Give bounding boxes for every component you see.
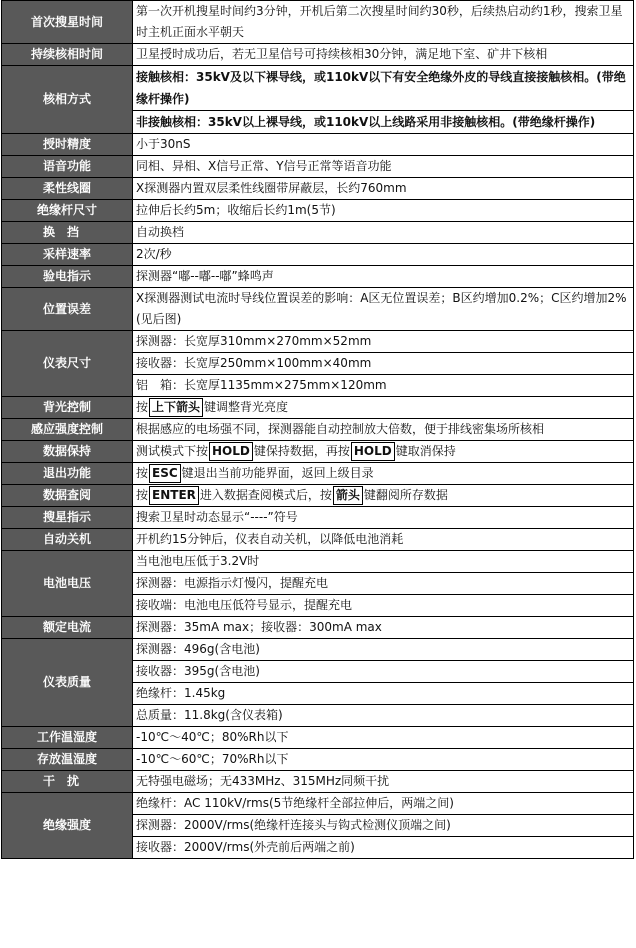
value-text: 键翻阅所存数据 [363,488,448,502]
row-label: 语音功能 [2,156,133,178]
value-text: 按 [136,400,149,414]
row-label: 授时精度 [2,134,133,156]
row-value: 第一次开机搜星时间约3分钟，开机后第二次搜星时间约30秒，后续热启动约1秒，搜索卫星时主机正面水平朝天 [133,1,634,44]
row-label: 退出功能 [2,463,133,485]
row-data-hold [2,441,634,463]
hold-key-label: HOLD [351,442,395,461]
row-label: 绝缘杆尺寸 [2,200,133,222]
value-text: 按 [136,488,149,502]
row-value [133,397,634,419]
row-value: 接收器：395g(含电池) [133,661,634,683]
row-flexible-coil [2,178,634,200]
row-value: 探测器：35mA max；接收器：300mA max [133,617,634,639]
hold-key-label: HOLD [209,442,253,461]
row-voltage-indication [2,266,634,288]
row-label: 首次搜星时间 [2,1,133,44]
row-exit-function [2,463,634,485]
row-label: 存放温湿度 [2,749,133,771]
row-value: 卫星授时成功后，若无卫星信号可持续核相30分钟，满足地下室、矿井下核相 [133,44,634,66]
value-text: 进入数据查阅模式后，按 [199,488,332,502]
row-value: X探测器内置双层柔性线圈带屏蔽层，长约760mm [133,178,634,200]
row-value: 绝缘杆：AC 110kV/rms(5节绝缘杆全部拉伸后，两端之间) [133,793,634,815]
row-rated-current [2,617,634,639]
row-continuous-phasing-time [2,44,634,66]
row-value: 拉伸后长约5m；收缩后长约1m(5节) [133,200,634,222]
row-label: 工作温湿度 [2,727,133,749]
row-value: 2次/秒 [133,244,634,266]
row-value: 自动换档 [133,222,634,244]
row-value [133,485,634,507]
arrow-key-label: 箭头 [333,486,363,505]
row-label: 柔性线圈 [2,178,133,200]
row-label: 数据查阅 [2,485,133,507]
row-value: 同相、异相、X信号正常、Y信号正常等语音功能 [133,156,634,178]
row-value: 探测器：电源指示灯慢闪，提醒充电 [133,573,634,595]
row-value: 探测器：2000V/rms(绝缘杆连接头与钩式检测仪顶端之间) [133,815,634,837]
row-value: 铝 箱：长宽厚1135mm×275mm×120mm [133,375,634,397]
arrow-key-label: 上下箭头 [149,398,203,417]
row-label: 感应强度控制 [2,419,133,441]
value-text: 键保持数据，再按 [253,444,350,458]
row-value: 开机约15分钟后，仪表自动关机，以降低电池消耗 [133,529,634,551]
row-label: 核相方式 [2,66,133,134]
row-value: -10℃～40℃；80%Rh以下 [133,727,634,749]
row-value: 无特强电磁场；无433MHz、315MHz同频干扰 [133,771,634,793]
row-value: 小于30nS [133,134,634,156]
row-value: X探测器测试电流时导线位置误差的影响：A区无位置误差；B区约增加0.2%；C区约增加2%(见后图) [133,288,634,331]
row-timing-accuracy [2,134,634,156]
spec-table [1,0,634,859]
row-value [133,463,634,485]
row-first-search-time [2,1,634,44]
row-value: 总质量：11.8kg(含仪表箱) [133,705,634,727]
row-value: 接收器：2000V/rms(外壳前后两端之前) [133,837,634,859]
row-value: -10℃～60℃；70%Rh以下 [133,749,634,771]
row-auto-shutdown [2,529,634,551]
value-text: 按 [136,466,149,480]
row-value: 根据感应的电场强不同，探测器能自动控制放大倍数，便于排线密集场所核相 [133,419,634,441]
row-label: 绝缘强度 [2,793,133,859]
row-insulation-strength [2,793,634,815]
row-storage-temp-humidity [2,749,634,771]
row-value: 接收器：长宽厚250mm×100mm×40mm [133,353,634,375]
row-value: 接触核相：35kV及以下裸导线，或110kV以下有安全绝缘外皮的导线直接接触核相。(带绝缘杆操作) [133,66,634,111]
value-text: 键调整背光亮度 [204,400,289,414]
row-label: 背光控制 [2,397,133,419]
row-value: 当电池电压低于3.2V时 [133,551,634,573]
row-value [133,441,634,463]
row-sampling-rate [2,244,634,266]
row-phasing-method [2,66,634,111]
row-instrument-weight [2,639,634,661]
row-value: 非接触核相：35kV以上裸导线，或110kV以上线路采用非接触核相。(带绝缘杆操作) [133,111,634,134]
row-value: 绝缘杆：1.45kg [133,683,634,705]
row-label: 采样速率 [2,244,133,266]
row-value: 接收端：电池电压低符号显示，提醒充电 [133,595,634,617]
value-text: 键取消保持 [395,444,456,458]
row-backlight-control [2,397,634,419]
row-label: 换挡 [2,222,133,244]
row-label: 仪表尺寸 [2,331,133,397]
row-search-indication [2,507,634,529]
row-interference [2,771,634,793]
row-label: 电池电压 [2,551,133,617]
esc-key-label: ESC [149,464,181,483]
row-label: 数据保持 [2,441,133,463]
row-label: 干扰 [2,771,133,793]
row-position-error [2,288,634,331]
row-battery-voltage [2,551,634,573]
row-operating-temp-humidity [2,727,634,749]
row-label: 持续核相时间 [2,44,133,66]
value-text: 测试模式下按 [136,444,209,458]
row-label: 位置误差 [2,288,133,331]
row-voice-function [2,156,634,178]
row-label: 自动关机 [2,529,133,551]
value-text: 键退出当前功能界面，返回上级目录 [181,466,374,480]
row-label: 额定电流 [2,617,133,639]
row-instrument-size [2,331,634,353]
row-label: 验电指示 [2,266,133,288]
row-insulating-rod-size [2,200,634,222]
row-data-review [2,485,634,507]
enter-key-label: ENTER [149,486,199,505]
row-value: 探测器“嘟--嘟--嘟”蜂鸣声 [133,266,634,288]
row-label: 搜星指示 [2,507,133,529]
row-sensing-strength-control [2,419,634,441]
row-value: 探测器：496g(含电池) [133,639,634,661]
row-value: 探测器：长宽厚310mm×270mm×52mm [133,331,634,353]
row-value: 搜索卫星时动态显示“----”符号 [133,507,634,529]
row-range-switch [2,222,634,244]
row-label: 仪表质量 [2,639,133,727]
